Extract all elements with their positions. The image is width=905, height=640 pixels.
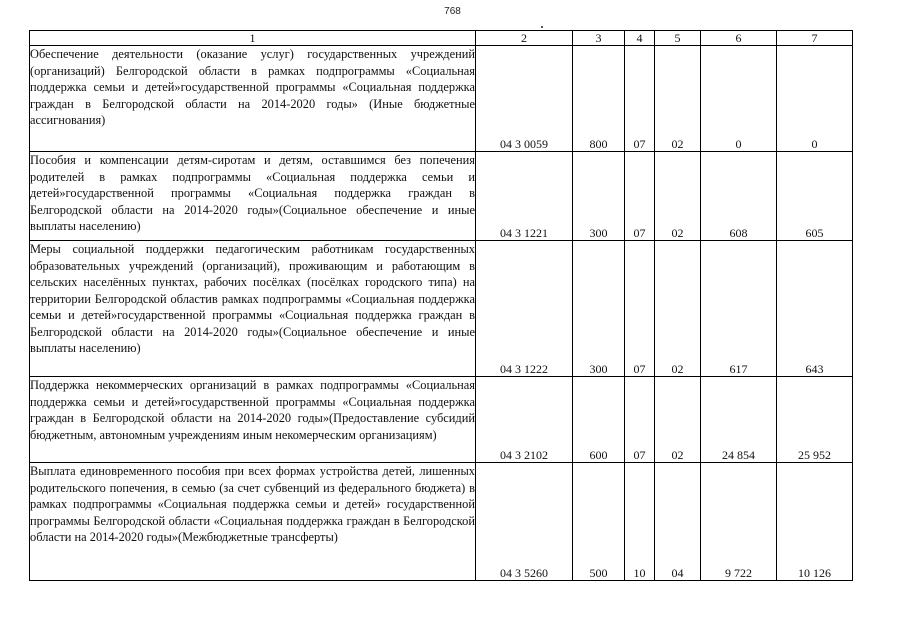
row-col4: 07 — [625, 241, 655, 377]
row-col7: 10 126 — [777, 463, 853, 581]
row-col5: 02 — [655, 152, 701, 241]
row-code: 04 3 2102 — [476, 377, 573, 463]
column-header-2: 2 — [476, 31, 573, 46]
row-code: 04 3 5260 — [476, 463, 573, 581]
column-header-5: 5 — [655, 31, 701, 46]
row-col7: 605 — [777, 152, 853, 241]
row-col5: 04 — [655, 463, 701, 581]
row-col5: 02 — [655, 46, 701, 152]
row-col7: 0 — [777, 46, 853, 152]
row-col4: 07 — [625, 377, 655, 463]
row-col4: 10 — [625, 463, 655, 581]
row-code: 04 3 0059 — [476, 46, 573, 152]
column-header-1: 1 — [30, 31, 476, 46]
row-col6: 0 — [701, 46, 777, 152]
row-col6: 24 854 — [701, 377, 777, 463]
table-row — [30, 463, 853, 581]
row-col3: 500 — [573, 463, 625, 581]
row-col3: 600 — [573, 377, 625, 463]
row-col7: 25 952 — [777, 377, 853, 463]
row-col4: 07 — [625, 152, 655, 241]
table-row — [30, 377, 853, 463]
row-code: 04 3 1221 — [476, 152, 573, 241]
row-col5: 02 — [655, 377, 701, 463]
row-description: Поддержка некоммерческих организаций в рамках подпрограммы «Социальная поддержка семьи и детей»государственной программы «Социальная поддержка граждан в Белгородской области на 2014-2020 годы»(Предоставление субсидий бюджетным, автономным учреждениям иным некомерческим организациям) — [30, 377, 476, 463]
row-description: Обеспечение деятельности (оказание услуг) государственных учреждений (организаций) Белгородской области в рамках подпрограммы «Социальная поддержка семьи и детей»государственной программы «Социальная поддержка граждан в Белгородской области на 2014-2020 годы» (Иные бюджетные ассигнования) — [30, 46, 476, 152]
row-col3: 300 — [573, 152, 625, 241]
row-col6: 9 722 — [701, 463, 777, 581]
row-col3: 800 — [573, 46, 625, 152]
row-col4: 07 — [625, 46, 655, 152]
row-description: Выплата единовременного пособия при всех формах устройства детей, лишенных родительского попечения, в семью (за счет субвенций из федерального бюджета) в рамках подпрограммы «Социальная поддержка семьи и детей» государственной программы Белгородской области «Социальная поддержка граждан в Белгородской области на 2014-2020 годы»(Межбюджетные трансферты) — [30, 463, 476, 581]
row-col5: 02 — [655, 241, 701, 377]
column-header-4: 4 — [625, 31, 655, 46]
column-header-3: 3 — [573, 31, 625, 46]
column-header-7: 7 — [777, 31, 853, 46]
row-col6: 617 — [701, 241, 777, 377]
table-row — [30, 152, 853, 241]
table-row — [30, 46, 853, 152]
column-header-6: 6 — [701, 31, 777, 46]
row-description: Пособия и компенсации детям-сиротам и детям, оставшимся без попечения родителей в рамках подпрограммы «Социальная поддержка семьи и детей»государственной программы «Социальная поддержка граждан в Белгородской области на 2014-2020 годы»(Социальное обеспечение и иные выплаты населению) — [30, 152, 476, 241]
row-col6: 608 — [701, 152, 777, 241]
scan-speck — [541, 26, 543, 28]
row-col7: 643 — [777, 241, 853, 377]
row-description: Меры социальной поддержки педагогическим работникам государственных образовательных учреждений (организаций), проживающим и работающим в сельских населённых пунктах, рабочих посёлках (посёлках городского типа) на территории Белгородской областив рамках подпрограммы «Социальная поддержка семьи и детей»государственной программы «Социальная поддержка граждан в Белгородской области на 2014-2020 годы»(Социальное обеспечение и иные выплаты населению) — [30, 241, 476, 377]
budget-table — [29, 30, 853, 581]
table-row — [30, 241, 853, 377]
row-code: 04 3 1222 — [476, 241, 573, 377]
header-row — [30, 31, 853, 46]
row-col3: 300 — [573, 241, 625, 377]
page-number: 768 — [444, 6, 461, 17]
